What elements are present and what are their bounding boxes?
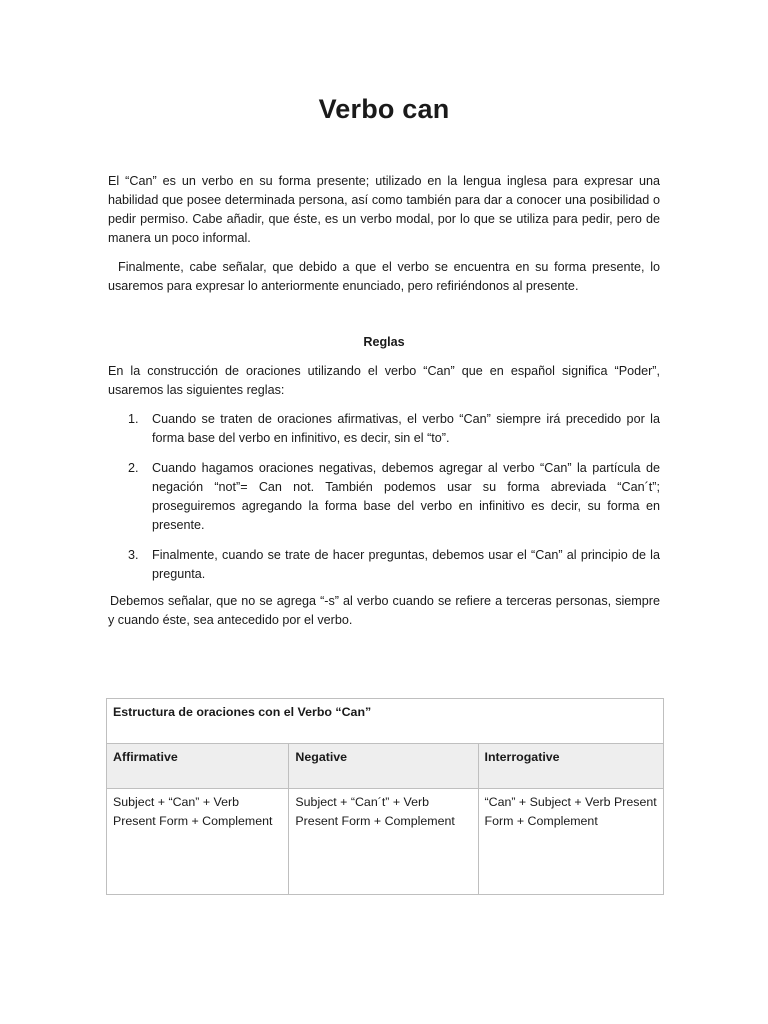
rule-number: 3. (128, 548, 139, 562)
cell-interrogative: “Can” + Subject + Verb Present Form + Complement (478, 789, 664, 895)
cell-affirmative: Subject + “Can” + Verb Present Form + Complement (107, 789, 289, 895)
third-person-paragraph: Debemos señalar, que no se agrega “-s” al verbo cuando se refiere a terceras personas, siempre y cuando éste, sea antecedido por el verbo. (108, 594, 660, 627)
header-negative: Negative (289, 744, 478, 789)
rule-item (108, 410, 660, 448)
rule-number: 1. (128, 412, 139, 426)
intro-paragraph: El “Can” es un verbo en su forma presente; utilizado en la lengua inglesa para expresar una habilidad que posee determinada persona, así como también para dar a conocer una posibilidad o pedir permiso. Cabe añadir, que éste, es un verbo modal, por lo que se utiliza para pedir, pero de manera un poco informal. (108, 174, 660, 245)
table-caption: Estructura de oraciones con el Verbo “Can” (107, 699, 664, 744)
rule-number: 2. (128, 461, 139, 475)
rule-text: Cuando hagamos oraciones negativas, debemos agregar al verbo “Can” la partícula de negación “not”= Can not. También podemos usar su forma abreviada “Can´t”; proseguiremos agregando la forma base del verbo en infinitivo es decir, su forma en presente. (152, 461, 660, 532)
rule-item (108, 546, 660, 584)
table-header-row (107, 744, 664, 789)
present-paragraph: Finalmente, cabe señalar, que debido a que el verbo se encuentra en su forma presente, lo usaremos para expresar lo anteriormente enunciado, pero refiriéndonos al presente. (108, 260, 660, 293)
rule-item (108, 459, 660, 535)
document-title: Verbo can (318, 94, 450, 124)
table-row (107, 789, 664, 895)
header-affirmative: Affirmative (107, 744, 289, 789)
rule-text: Cuando se traten de oraciones afirmativas, el verbo “Can” siempre irá precedido por la forma base del verbo en infinitivo, es decir, sin el “to”. (152, 412, 660, 445)
rules-list (108, 410, 660, 595)
rules-heading: Reglas (363, 335, 405, 349)
header-interrogative: Interrogative (478, 744, 664, 789)
rules-intro-paragraph: En la construcción de oraciones utilizando el verbo “Can” que en español significa “Poder”, usaremos las siguientes reglas: (108, 364, 660, 397)
rule-text: Finalmente, cuando se trate de hacer preguntas, debemos usar el “Can” al principio de la pregunta. (152, 548, 660, 581)
structure-table (106, 698, 664, 895)
table-caption-row (107, 699, 664, 744)
cell-negative: Subject + “Can´t” + Verb Present Form + Complement (289, 789, 478, 895)
